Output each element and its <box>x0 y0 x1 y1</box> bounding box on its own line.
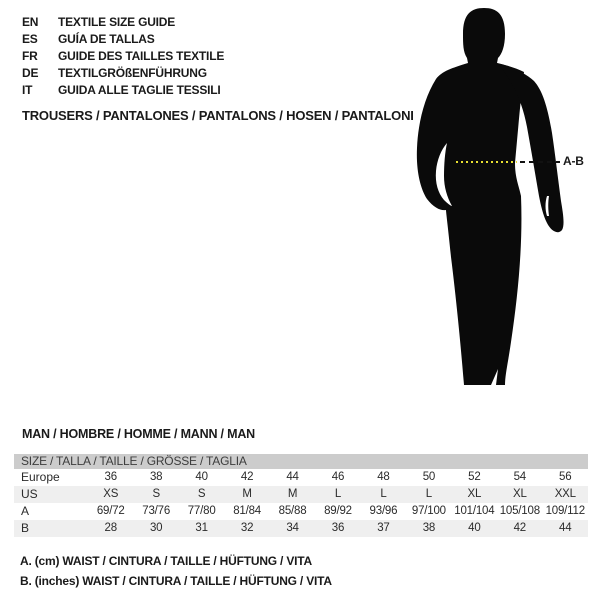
size-cell: 93/96 <box>369 505 398 517</box>
waist-measure-line-yellow <box>456 161 517 163</box>
silhouette-body <box>417 8 524 385</box>
row-label: A <box>21 504 30 518</box>
language-row-de <box>22 65 224 82</box>
language-row-es <box>22 31 224 48</box>
size-cell: 36 <box>104 471 117 483</box>
size-table <box>14 454 588 537</box>
language-label: TEXTILGRÖßENFÜHRUNG <box>58 66 207 80</box>
size-cell: XL <box>467 488 482 500</box>
row-label: Europe <box>21 470 60 484</box>
size-cell: 105/108 <box>499 505 540 517</box>
waist-measure-label: A-B <box>563 154 584 168</box>
size-cell: 38 <box>149 471 163 483</box>
size-cell: L <box>334 488 342 500</box>
note-b-inches: B. (inches) WAIST / CINTURA / TAILLE / HÜFTUNG / VITA <box>20 574 332 588</box>
size-cell: 37 <box>377 522 390 534</box>
size-cell: 81/84 <box>233 505 261 517</box>
language-label: GUÍA DE TALLAS <box>58 32 155 46</box>
man-silhouette <box>395 0 600 390</box>
language-code: ES <box>22 32 38 46</box>
size-cell: S <box>197 488 206 500</box>
size-cell: 31 <box>195 522 208 534</box>
language-row-en <box>22 14 224 31</box>
size-cell: 101/104 <box>454 505 495 517</box>
size-cell: 40 <box>468 522 481 534</box>
language-code: FR <box>22 49 38 63</box>
language-row-it <box>22 82 224 99</box>
size-cell: 85/88 <box>278 505 307 517</box>
row-label: B <box>21 521 30 535</box>
size-cell: 32 <box>240 522 254 534</box>
size-cell: 109/112 <box>545 505 585 517</box>
table-row-europe <box>14 469 588 486</box>
size-cell: 69/72 <box>96 505 125 517</box>
size-cell: M <box>242 488 252 500</box>
language-code: DE <box>22 66 39 80</box>
size-cell: L <box>380 488 387 500</box>
size-cell: 40 <box>195 471 208 483</box>
size-cell: XS <box>103 488 119 500</box>
size-cell: 28 <box>104 522 117 534</box>
size-cell: 52 <box>468 471 481 483</box>
size-table-header: SIZE / TALLA / TAILLE / GRÖSSE / TAGLIA <box>14 454 588 469</box>
size-cell: L <box>425 488 432 500</box>
language-label: GUIDE DES TAILLES TEXTILE <box>58 49 225 63</box>
size-cell: 34 <box>286 522 299 534</box>
size-cell: 50 <box>422 471 436 483</box>
size-cell: 44 <box>286 471 299 483</box>
language-label: GUIDA ALLE TAGLIE TESSILI <box>58 83 221 97</box>
size-cell: S <box>152 488 160 500</box>
size-cell: 97/100 <box>411 505 446 517</box>
size-cell: 89/92 <box>324 505 352 517</box>
size-cell: 48 <box>377 471 390 483</box>
size-cell: 56 <box>559 471 572 483</box>
size-cell: 42 <box>240 471 254 483</box>
section-title: MAN / HOMBRE / HOMME / MANN / MAN <box>22 427 255 441</box>
size-cell: 54 <box>513 471 526 483</box>
size-cell: XL <box>512 488 527 500</box>
size-cell: 42 <box>513 522 526 534</box>
size-cell: XXL <box>554 488 576 500</box>
language-row-fr <box>22 48 224 65</box>
language-list <box>22 14 224 99</box>
size-cell: 46 <box>331 471 345 483</box>
table-row-b-inches <box>14 520 588 537</box>
waist-measure-line-black <box>520 161 560 163</box>
table-row-a-cm <box>14 503 588 520</box>
table-row-us <box>14 486 588 503</box>
language-code: EN <box>22 15 39 29</box>
size-cell: 77/80 <box>187 505 216 517</box>
measurement-notes <box>20 551 332 591</box>
size-cell: 38 <box>422 522 436 534</box>
size-cell: 30 <box>149 522 163 534</box>
size-cell: M <box>287 488 298 500</box>
language-code: IT <box>22 83 33 97</box>
language-label: TEXTILE SIZE GUIDE <box>58 15 176 29</box>
size-cell: 73/76 <box>142 505 171 517</box>
note-a-cm: A. (cm) WAIST / CINTURA / TAILLE / HÜFTUNG / VITA <box>20 554 312 568</box>
size-cell: 44 <box>559 522 572 534</box>
row-label: US <box>21 487 38 501</box>
category-title: TROUSERS / PANTALONES / PANTALONS / HOSEN / PANTALONI <box>22 108 414 123</box>
size-cell: 36 <box>331 522 345 534</box>
